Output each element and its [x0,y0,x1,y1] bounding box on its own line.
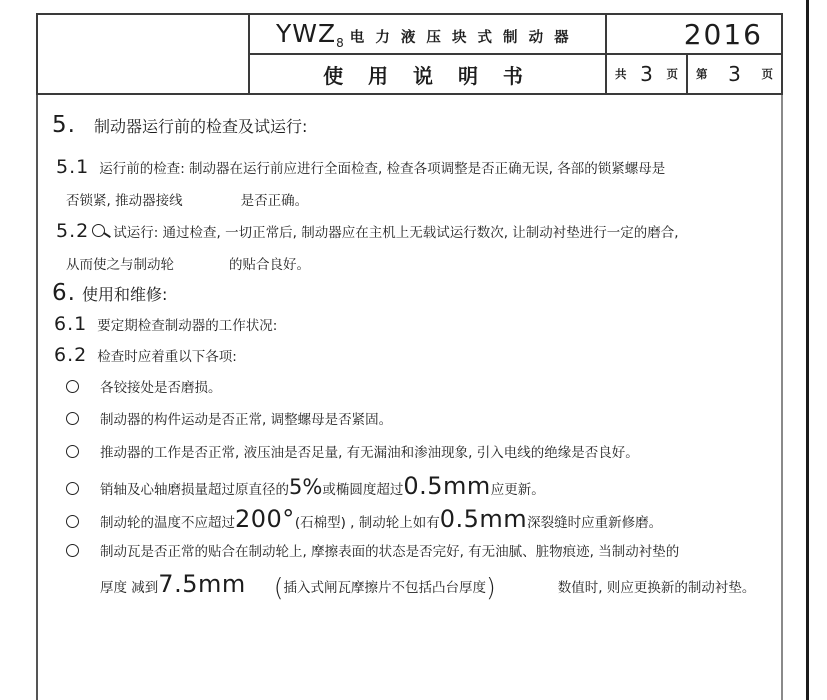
checklist-item-seg: (石棉型) , 制动轮上如有 [294,515,440,531]
doc-title-cell [250,55,605,93]
doc-title: 使 用 说 明 书 [323,63,532,88]
section-5-1-cont-a: 否锁紧, 推动器接线 [66,193,183,209]
checklist-item-continuation [100,570,755,602]
section-6-heading [52,280,167,306]
total-pages-suffix: 页 [666,67,678,81]
total-pages-cell [607,55,688,93]
bullet-circle-icon [66,515,79,528]
section-5-2-line1 [56,220,679,242]
section-6-1-line [54,313,277,335]
checklist-item [66,408,392,428]
checklist-item [66,540,679,560]
section-6-number: 6. [52,280,76,306]
paren-close: ) [486,573,496,602]
section-5-1-line2 [66,189,308,209]
checklist-item-value: 200° [235,505,295,533]
checklist-item-value: 5% [289,475,323,499]
current-page-suffix: 页 [761,67,773,81]
section-6-2-line [54,344,237,366]
checklist-item-value: 0.5mm [439,505,528,533]
checklist-item-seg: 或椭圆度超过 [322,482,404,498]
section-5-2-line2 [66,253,310,273]
section-5-title: 制动器运行前的检查及试运行: [93,117,308,136]
checklist-item-seg: 应更新。 [490,482,545,498]
title-block-table [36,13,783,95]
total-pages-value: 3 [640,62,653,86]
magnifier-cursor-icon [92,223,111,240]
section-6-1-text: 要定期检查制动器的工作状况: [97,318,278,334]
section-5-2-cont-a: 从而使之与制动轮 [66,257,174,273]
checklist-item-seg: 制动轮的温度不应超过 [100,515,235,531]
checklist-item [66,441,639,461]
checklist-item-seg: 厚度 减到 [100,580,159,596]
bullet-circle-icon [66,380,79,393]
section-5-1-number: 5.1 [56,156,90,178]
year-cell [607,15,781,55]
checklist-item-note: 插入式闸瓦摩擦片不包括凸台厚度 [283,580,486,596]
current-page-cell [688,55,781,93]
year-value: 2016 [683,17,763,51]
bullet-circle-icon [66,445,79,458]
section-6-2-number: 6.2 [54,344,88,366]
checklist-item-text: 制动瓦是否正常的贴合在制动轮上, 摩擦表面的状态是否完好, 有无油腻、脏物痕迹, 当制动衬垫的 [100,544,680,560]
current-page-prefix: 第 [696,67,708,81]
checklist-item-text: 各铰接处是否磨损。 [100,380,222,396]
page-edge-line [806,0,809,700]
checklist-item [66,376,222,396]
checklist-item [66,472,545,500]
section-5-2-text: 试运行: 通过检查, 一切正常后, 制动器应在主机上无载试运行数次, 让制动衬垫进行一定的磨合, [113,225,679,241]
checklist-item-text: 制动器的构件运动是否正常, 调整螺母是否紧固。 [100,412,393,428]
bullet-circle-icon [66,544,79,557]
title-block-empty-cell [38,15,250,93]
checklist-item [66,505,662,533]
bullet-circle-icon [66,412,79,425]
section-6-title: 使用和维修: [81,285,168,304]
product-title-cell [250,15,605,55]
title-block-center-column [250,15,607,93]
model-code: YWZ [276,18,337,48]
product-title [250,19,572,50]
checklist-item-value: 0.5mm [403,472,491,500]
checklist-item-seg: 数值时, 则应更换新的制动衬垫。 [557,580,756,596]
section-5-1-text: 运行前的检查: 制动器在运行前应进行全面检查, 检查各项调整是否正确无误, 各部的锁紧螺母是 [99,161,666,177]
bullet-circle-icon [66,482,79,495]
checklist-item-seg: 销轴及心轴磨损量超过原直径的 [100,482,289,498]
current-page-value: 3 [728,62,741,86]
content-frame [36,95,783,700]
total-pages-prefix: 共 [615,67,627,81]
section-5-heading [52,112,307,138]
section-5-2-cont-b: 的贴合良好。 [229,257,310,273]
section-5-1-line1 [56,156,665,178]
model-subscript: 8 [336,35,344,50]
section-5-number: 5. [52,112,76,138]
section-5-1-cont-b: 是否正确。 [240,193,309,209]
checklist-item-value: 7.5mm [158,570,246,598]
checklist-item-text: 推动器的工作是否正常, 液压油是否足量, 有无漏油和渗油现象, 引入电线的绝缘是否良好。 [100,445,639,461]
product-name: 电 力 液 压 块 式 制 动 器 [349,29,572,46]
section-6-1-number: 6.1 [54,313,88,335]
paren-open: ( [273,573,284,602]
title-block-right-column [607,15,781,93]
section-6-2-text: 检查时应着重以下各项: [97,349,237,365]
page-info-row [607,55,781,93]
section-5-2-number: 5.2 [56,220,90,242]
checklist-item-seg: 深裂缝时应重新修磨。 [527,515,663,531]
